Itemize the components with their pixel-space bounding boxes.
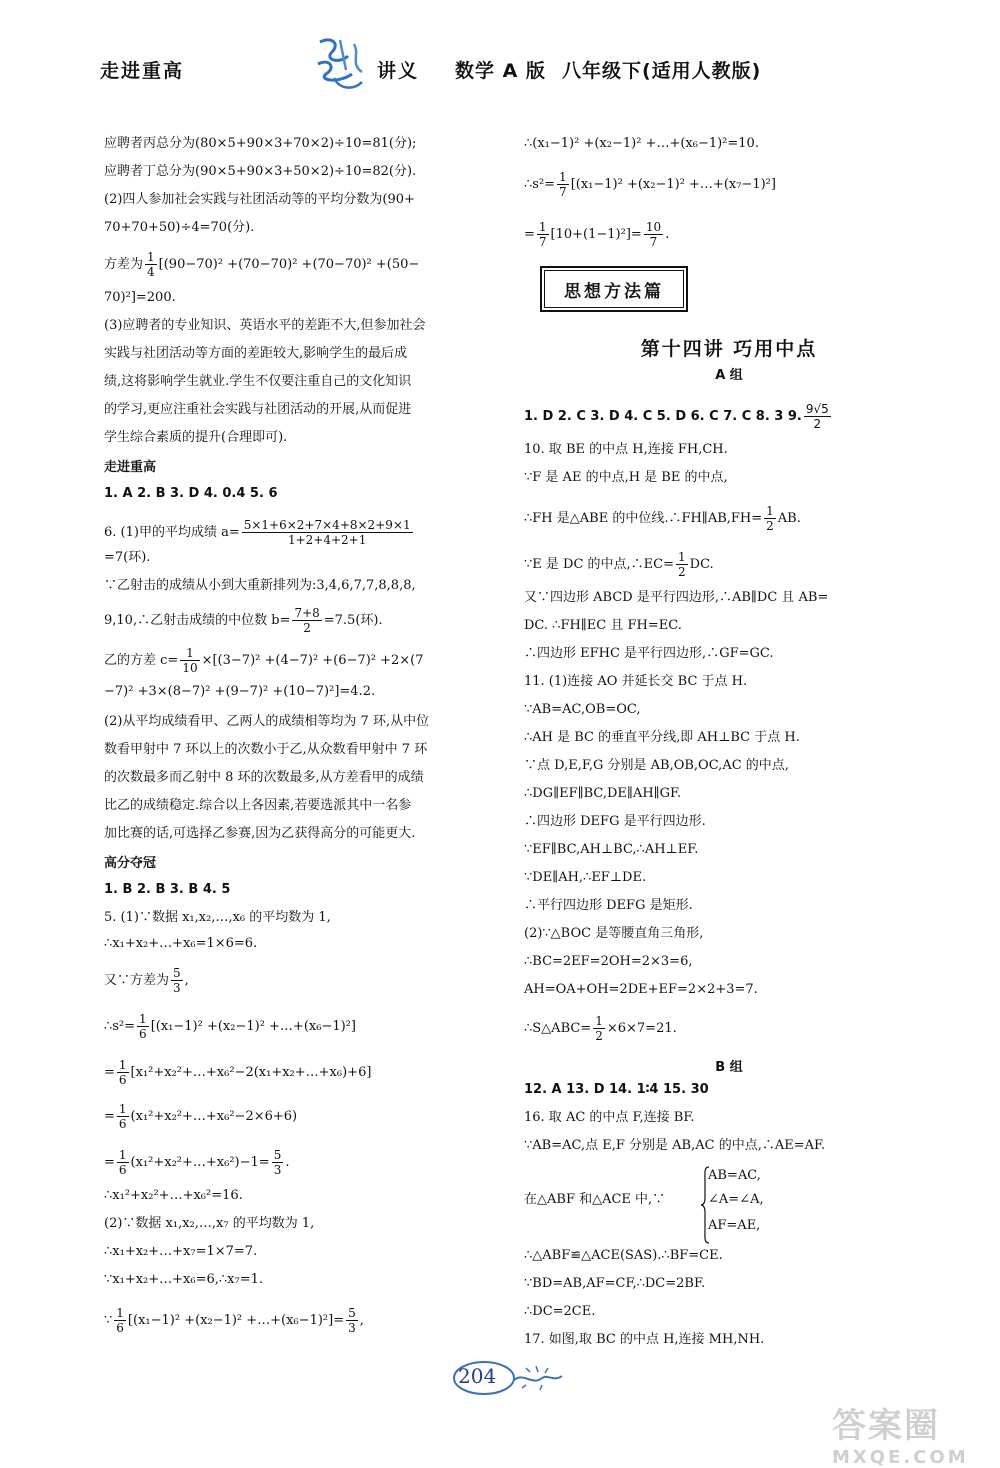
text-line: ∵乙射击的成绩从小到大重新排列为:3,4,6,7,7,8,8,8, bbox=[104, 578, 416, 593]
fraction: $\frac{1}{2}$ bbox=[766, 504, 774, 533]
text-line: ∴(x₁−1)² +(x₂−1)² +…+(x₆−1)²=10. bbox=[524, 136, 759, 151]
text-line: 实践与社团活动等方面的差距较大,影响学生的最后成 bbox=[104, 346, 408, 361]
text-line: ∵F 是 AE 的中点,H 是 BE 的中点, bbox=[524, 470, 728, 485]
text-line: ∵BD=AB,AF=CF,∴DC=2BF. bbox=[524, 1276, 706, 1291]
text-line: ∵EF∥BC,AH⊥BC,∴AH⊥EF. bbox=[524, 842, 699, 857]
group-heading: A 组 bbox=[715, 368, 743, 383]
text-line: 绩,这将影响学生就业.学生不仅要注重自己的文化知识 bbox=[104, 374, 412, 389]
answer-line: 1. A 2. B 3. D 4. 0.4 5. 6 bbox=[104, 486, 278, 501]
fraction: $\frac{1}{6}$ bbox=[118, 1148, 127, 1177]
fraction: $\frac{1}{2}$ bbox=[595, 1014, 603, 1043]
page-number: 204 bbox=[458, 1364, 497, 1388]
text-line: ∴△ABF≌△ACE(SAS).∴BF=CE. bbox=[524, 1248, 723, 1263]
fraction: $\frac{5\times 1+6\times 2+7\times 4+8\times 2+9\times 1}{1+2+4+2+1}$ bbox=[243, 518, 411, 547]
fraction: $\frac{1}{7}$ bbox=[538, 220, 547, 249]
group-heading: B 组 bbox=[715, 1060, 743, 1075]
fraction: $\frac{1}{7}$ bbox=[559, 170, 567, 199]
text-line: 70)²]=200. bbox=[104, 290, 176, 305]
text-line: ∴四边形 EFHC 是平行四边形,∴GF=GC. bbox=[524, 646, 774, 661]
math-line: ∵E 是 DC 的中点,∴EC= $\frac{1}{2}$ DC. bbox=[524, 550, 714, 579]
fraction: $\frac{1}{6}$ bbox=[116, 1306, 124, 1335]
math-line: = $\frac{1}{6}$ [x₁²+x₂²+…+x₆²−2(x₁+x₂+…+x₆)+6] bbox=[104, 1058, 372, 1087]
text-line: ∴x₁+x₂+…+x₆=1×6=6. bbox=[104, 936, 258, 951]
fraction: $\frac{1}{6}$ bbox=[118, 1102, 127, 1131]
text-line: ∴AH 是 BC 的垂直平分线,即 AH⊥BC 于点 H. bbox=[524, 730, 800, 745]
fraction: $\frac{7+8}{2}$ bbox=[294, 606, 320, 635]
math-line: = $\frac{1}{7}$ [10+(1−1)²]= $\frac{10}{7}$ . bbox=[524, 220, 670, 249]
text-line: ∵点 D,E,F,G 分别是 AB,OB,OC,AC 的中点, bbox=[524, 758, 789, 773]
math-line: = $\frac{1}{6}$ (x₁²+x₂²+…+x₆²−2×6+6) bbox=[104, 1102, 298, 1131]
text-line: AF=AE, bbox=[708, 1218, 761, 1233]
math-line: ∴FH 是△ABE 的中位线.∴FH∥AB,FH= $\frac{1}{2}$ AB. bbox=[524, 504, 801, 533]
text-line: ∴四边形 DEFG 是平行四边形. bbox=[524, 814, 706, 829]
fraction: $\frac{1}{4}$ bbox=[147, 250, 155, 279]
fraction: $\frac{5}{3}$ bbox=[273, 1148, 282, 1177]
text-line: 应聘者丙总分为(80×5+90×3+70×2)÷10=81(分); bbox=[104, 136, 417, 151]
fraction: $\frac{1}{6}$ bbox=[139, 1012, 147, 1041]
math-line: ∴S△ABC= $\frac{1}{2}$ ×6×7=21. bbox=[524, 1014, 677, 1043]
text-line: (2)从平均成绩看甲、乙两人的成绩相等均为 7 环,从中位 bbox=[104, 714, 430, 729]
header-subject: 数学 A 版 bbox=[455, 60, 546, 82]
fraction: $\frac{5}{3}$ bbox=[348, 1306, 356, 1335]
watermark-domain: MXQE.COM bbox=[832, 1447, 969, 1468]
math-line: 6. (1)甲的平均成绩 a= $\frac{5\times 1+6\times 2+7\times 4+8\times 2+9\times 1}{1+2+4+2+1}$ bbox=[104, 518, 411, 547]
text-line: (3)应聘者的专业知识、英语水平的差距不大,但参加社会 bbox=[104, 318, 426, 333]
math-line: = $\frac{1}{6}$ (x₁²+x₂²+…+x₆²)−1= $\frac{5}{3}$ . bbox=[104, 1148, 290, 1177]
watermark-logo bbox=[812, 1398, 992, 1468]
fraction: $\frac{1}{10}$ bbox=[182, 646, 198, 675]
text-line: 10. 取 BE 的中点 H,连接 FH,CH. bbox=[524, 442, 728, 457]
text-line: ∵AB=AC,OB=OC, bbox=[524, 702, 641, 717]
math-line: 乙的方差 c= $\frac{1}{10}$ ×[(3−7)² +(4−7)² +(6−7)² +2×(7 bbox=[104, 646, 424, 675]
text-line: ∴DC=2CE. bbox=[524, 1304, 596, 1319]
peiyou-logo-icon bbox=[310, 34, 370, 96]
text-line: 17. 如图,取 BC 的中点 H,连接 MH,NH. bbox=[524, 1332, 765, 1347]
section-title-box bbox=[540, 266, 688, 312]
fraction: $\frac{1}{6}$ bbox=[118, 1058, 127, 1087]
fraction: $\frac{5}{3}$ bbox=[173, 966, 181, 995]
math-line: 方差为 $\frac{1}{4}$ [(90−70)² +(70−70)² +(70−70)² +(50− bbox=[104, 250, 420, 279]
math-line: 又∵方差为 $\frac{5}{3}$ , bbox=[104, 966, 189, 995]
text-line: ∠A=∠A, bbox=[708, 1192, 764, 1207]
text-line: 在△ABF 和△ACE 中,∵ bbox=[524, 1192, 666, 1207]
header-title: 讲义 bbox=[377, 60, 420, 82]
text-line: 学生综合素质的提升(合理即可). bbox=[104, 430, 288, 445]
text-line: ∴平行四边形 DEFG 是矩形. bbox=[524, 898, 693, 913]
text-line: 11. (1)连接 AO 并延长交 BC 于点 H. bbox=[524, 674, 748, 689]
math-line: ∴s²= $\frac{1}{6}$ [(x₁−1)² +(x₂−1)² +…+(x₆−1)²] bbox=[104, 1012, 356, 1041]
text-line: ∵AB=AC,点 E,F 分别是 AB,AC 的中点,∴AE=AF. bbox=[524, 1138, 826, 1153]
left-brace-icon bbox=[700, 1166, 710, 1244]
text-line: ∵DE∥AH,∴EF⊥DE. bbox=[524, 870, 647, 885]
answer-line: 12. A 13. D 14. 1∶4 15. 30 bbox=[524, 1082, 709, 1097]
text-line: ∴x₁²+x₂²+…+x₆²=16. bbox=[104, 1188, 243, 1203]
text-line: 的学习,更应注重社会实践与社团活动的开展,从而促进 bbox=[104, 402, 412, 417]
text-line: 5. (1)∵数据 x₁,x₂,…,x₆ 的平均数为 1, bbox=[104, 910, 331, 925]
text-line: AB=AC, bbox=[708, 1168, 761, 1183]
page-number-badge bbox=[452, 1354, 572, 1404]
text-line: 比乙的成绩稳定.综合以上各因素,若要选派其中一名参 bbox=[104, 798, 412, 813]
text-line: 16. 取 AC 的中点 F,连接 BF. bbox=[524, 1110, 695, 1125]
answer-line: 1. B 2. B 3. B 4. 5 bbox=[104, 882, 231, 897]
fraction: $\frac{1}{2}$ bbox=[678, 550, 686, 579]
fraction: $\frac{10}{7}$ bbox=[645, 220, 662, 249]
text-line: AH=OA+OH=2DE+EF=2×2+3=7. bbox=[524, 982, 758, 997]
lecture-title: 第十四讲 巧用中点 bbox=[640, 338, 818, 360]
text-line: −7)² +3×(8−7)² +(9−7)² +(10−7)²]=4.2. bbox=[104, 684, 376, 699]
text-line: DC. ∴FH∥EC 且 FH=EC. bbox=[524, 618, 682, 633]
page-header bbox=[100, 52, 920, 92]
section-title: 思想方法篇 bbox=[544, 270, 684, 308]
text-line: 又∵四边形 ABCD 是平行四边形,∴AB∥DC 且 AB= bbox=[524, 590, 829, 605]
math-line: ∵ $\frac{1}{6}$ [(x₁−1)² +(x₂−1)² +…+(x₆−1)²]= $\frac{5}{3}$ , bbox=[104, 1306, 364, 1335]
fraction: $\frac{9√5}{2}$ bbox=[805, 402, 829, 431]
text-line: 应聘者丁总分为(90×5+90×3+50×2)÷10=82(分). bbox=[104, 164, 417, 179]
text-line: 70+70+50)÷4=70(分). bbox=[104, 220, 255, 235]
math-line: ∴s²= $\frac{1}{7}$ [(x₁−1)² +(x₂−1)² +…+(x₇−1)²] bbox=[524, 170, 776, 199]
text-line: (2)∵△BOC 是等腰直角三角形, bbox=[524, 926, 704, 941]
brand-text: 走进重高 bbox=[100, 60, 185, 82]
header-grade: 八年级下(适用人教版) bbox=[562, 60, 762, 82]
text-line: ∵x₁+x₂+…+x₆=6,∴x₇=1. bbox=[104, 1272, 263, 1287]
text-line: (2)四人参加社会实践与社团活动等的平均分数为(90+ bbox=[104, 192, 415, 207]
text-line: 加比赛的话,可选择乙参赛,因为乙获得高分的可能更大. bbox=[104, 826, 416, 841]
math-line: 9,10,∴乙射击成绩的中位数 b= $\frac{7+8}{2}$ =7.5(环). bbox=[104, 606, 383, 635]
text-line: ∴BC=2EF=2OH=2×3=6, bbox=[524, 954, 693, 969]
text-line: ∴x₁+x₂+…+x₇=1×7=7. bbox=[104, 1244, 258, 1259]
text-line: (2)∵数据 x₁,x₂,…,x₇ 的平均数为 1, bbox=[104, 1216, 315, 1231]
text-line: 的次数最多而乙射中 8 环的次数最多,从方差看甲的成绩 bbox=[104, 770, 424, 785]
text-line: ∴DG∥EF∥BC,DE∥AH∥GF. bbox=[524, 786, 682, 801]
text-line: 数看甲射中 7 环以上的次数小于乙,从众数看甲射中 7 环 bbox=[104, 742, 428, 757]
answer-line: 1. D 2. C 3. D 4. C 5. D 6. C 7. C 8. 3 9. $\frac{9√5}{2}$ bbox=[524, 402, 829, 431]
watermark-main: 答案圈 bbox=[832, 1406, 940, 1446]
subsection-heading: 走进重高 bbox=[104, 460, 157, 475]
text-line: =7(环). bbox=[104, 550, 151, 565]
subsection-heading: 高分夺冠 bbox=[104, 856, 157, 871]
watermark-text bbox=[832, 1398, 969, 1468]
